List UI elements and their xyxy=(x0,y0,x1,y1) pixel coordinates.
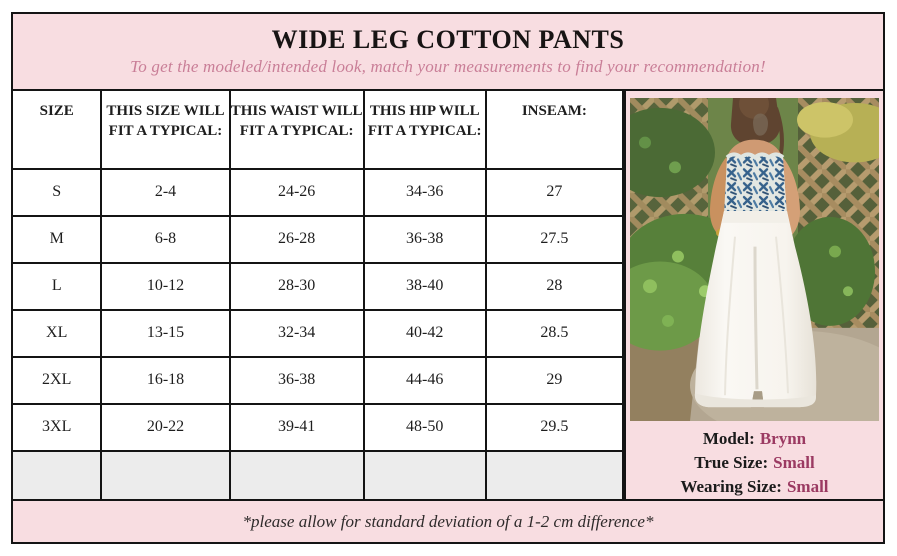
cell-inseam: 29.5 xyxy=(486,404,623,451)
cell-hip: 44-46 xyxy=(364,357,486,404)
col-header-size: SIZE xyxy=(13,91,101,169)
cell-waist: 28-30 xyxy=(230,263,364,310)
size-chart-table xyxy=(13,91,624,499)
header-band xyxy=(13,14,883,91)
footer-band xyxy=(13,499,883,542)
cell-size: S xyxy=(13,169,101,216)
col-header-inseam: INSEAM: xyxy=(486,91,623,169)
table-row-2xl xyxy=(13,357,623,404)
header-row xyxy=(13,91,623,169)
size-chart-card xyxy=(11,12,885,544)
cell-inseam: 27 xyxy=(486,169,623,216)
cell-waist: 24-26 xyxy=(230,169,364,216)
cell-inseam: 29 xyxy=(486,357,623,404)
table-row-empty xyxy=(13,451,623,499)
cell-size: 2XL xyxy=(13,357,101,404)
table-row-3xl xyxy=(13,404,623,451)
photo-panel xyxy=(624,91,883,499)
cell-size: XL xyxy=(13,310,101,357)
table-row-xl xyxy=(13,310,623,357)
cell-hip: 38-40 xyxy=(364,263,486,310)
cell-waist: 26-28 xyxy=(230,216,364,263)
true-size-label: True Size: xyxy=(694,453,769,472)
table-row-m xyxy=(13,216,623,263)
cell-hip: 36-38 xyxy=(364,216,486,263)
model-label: Model: xyxy=(702,429,755,448)
model-name-value: Brynn xyxy=(759,429,807,448)
deviation-note: *please allow for standard deviation of a 1-2 cm difference* xyxy=(242,511,654,531)
wearing-size-value: Small xyxy=(786,477,829,496)
cell-waist: 32-34 xyxy=(230,310,364,357)
model-photo-illustration xyxy=(630,98,879,421)
product-title: WIDE LEG COTTON PANTS xyxy=(271,25,625,55)
model-info xyxy=(680,427,828,499)
cell-waist: 39-41 xyxy=(230,404,364,451)
table-row-s xyxy=(13,169,623,216)
cell-size: M xyxy=(13,216,101,263)
cell-fit: 20-22 xyxy=(101,404,229,451)
cell-fit: 10-12 xyxy=(101,263,229,310)
model-photo xyxy=(630,98,879,421)
cell-fit: 13-15 xyxy=(101,310,229,357)
cell-size: 3XL xyxy=(13,404,101,451)
content-area xyxy=(13,91,883,499)
cell-hip: 34-36 xyxy=(364,169,486,216)
cell-hip: 48-50 xyxy=(364,404,486,451)
cell-fit: 2-4 xyxy=(101,169,229,216)
cell-inseam: 27.5 xyxy=(486,216,623,263)
true-size-line xyxy=(680,451,828,475)
wearing-size-label: Wearing Size: xyxy=(680,477,782,496)
col-header-waist: THIS WAIST WILL FIT A TYPICAL: xyxy=(230,91,364,169)
true-size-value: Small xyxy=(773,453,815,472)
cell-fit: 6-8 xyxy=(101,216,229,263)
col-header-fit: THIS SIZE WILL FIT A TYPICAL: xyxy=(101,91,229,169)
col-header-hip: THIS HIP WILL FIT A TYPICAL: xyxy=(364,91,486,169)
cell-inseam: 28 xyxy=(486,263,623,310)
cell-fit: 16-18 xyxy=(101,357,229,404)
recommendation-subtitle: To get the modeled/intended look, match your measurements to find your recommendation! xyxy=(130,56,766,76)
model-name-line xyxy=(680,427,828,451)
cell-hip: 40-42 xyxy=(364,310,486,357)
cell-inseam: 28.5 xyxy=(486,310,623,357)
table-row-l xyxy=(13,263,623,310)
wearing-size-line xyxy=(680,475,828,499)
cell-waist: 36-38 xyxy=(230,357,364,404)
cell-size: L xyxy=(13,263,101,310)
